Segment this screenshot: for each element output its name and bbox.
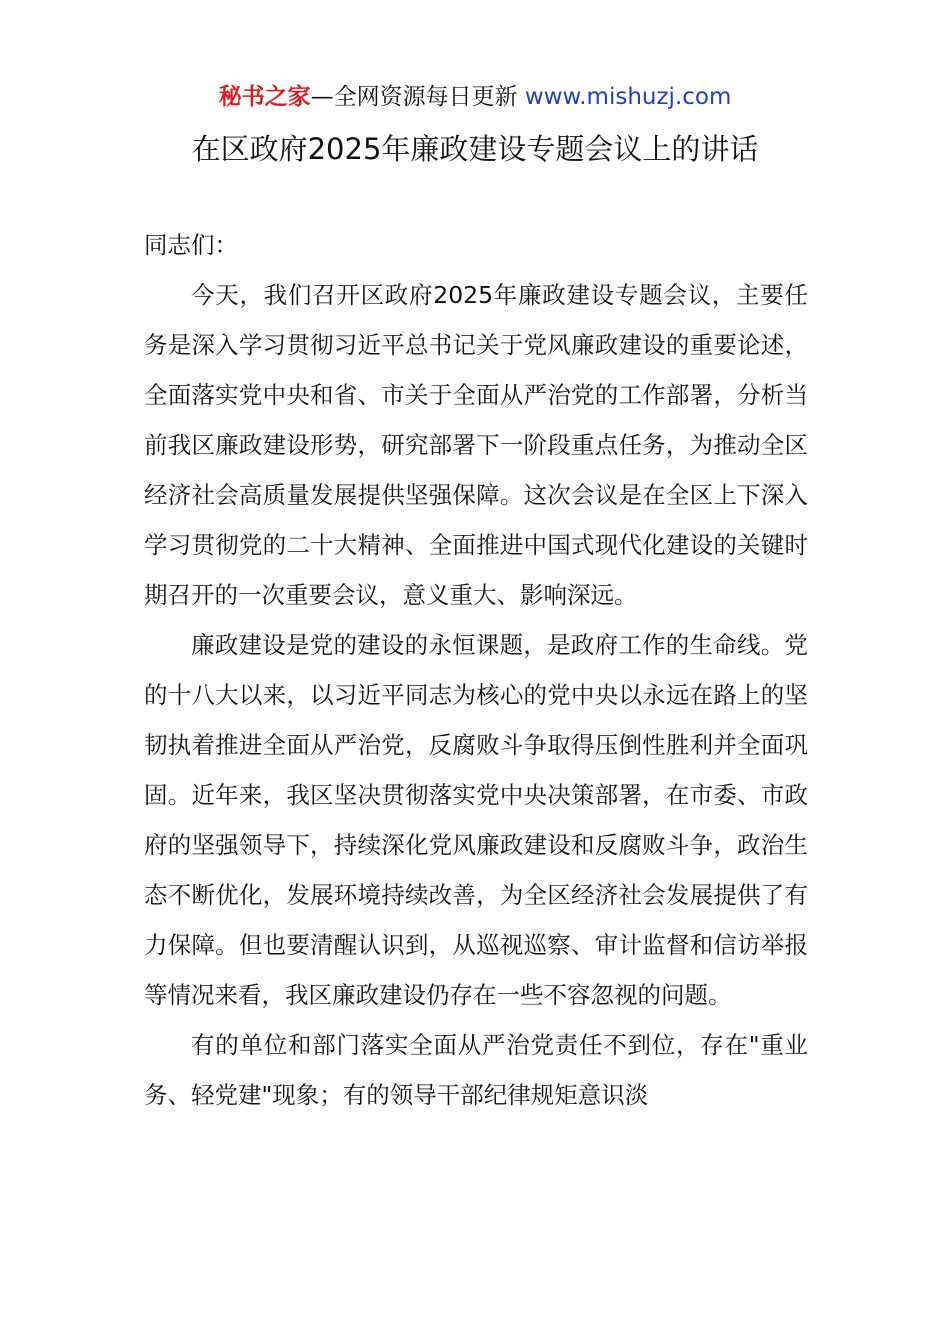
document-body	[144, 220, 808, 1120]
paragraph-3: 有的单位和部门落实全面从严治党责任不到位，存在"重业务、轻党建"现象；有的领导干部纪律规矩意识淡	[144, 1031, 808, 1109]
salutation: 同志们：	[144, 231, 238, 259]
site-url-link[interactable]: www.mishuzj.com	[524, 84, 732, 110]
paragraph-1: 今天，我们召开区政府2025年廉政建设专题会议，主要任务是深入学习贯彻习近平总书记关于党风廉政建设的重要论述，全面落实党中央和省、市关于全面从严治党的工作部署，分析当前我区廉政建设形势，研究部署下一阶段重点任务，为推动全区经济社会高质量发展提供坚强保障。这次会议是在全区上下深入学习贯彻党的二十大精神、全面推进中国式现代化建设的关键时期召开的一次重要会议，意义重大、影响深远。	[144, 281, 808, 609]
brand-name: 秘书之家	[218, 84, 311, 110]
site-header	[0, 80, 950, 114]
header-tagline: —全网资源每日更新	[310, 84, 525, 110]
paragraph-2: 廉政建设是党的建设的永恒课题，是政府工作的生命线。党的十八大以来，以习近平同志为核心的党中央以永远在路上的坚韧执着推进全面从严治党，反腐败斗争取得压倒性胜利并全面巩固。近年来，我区坚决贯彻落实党中央决策部署，在市委、市政府的坚强领导下，持续深化党风廉政建设和反腐败斗争，政治生态不断优化，发展环境持续改善，为全区经济社会发展提供了有力保障。但也要清醒认识到，从巡视巡察、审计监督和信访举报等情况来看，我区廉政建设仍存在一些不容忽视的问题。	[144, 631, 808, 1009]
document-title: 在区政府2025年廉政建设专题会议上的讲话	[191, 132, 759, 166]
